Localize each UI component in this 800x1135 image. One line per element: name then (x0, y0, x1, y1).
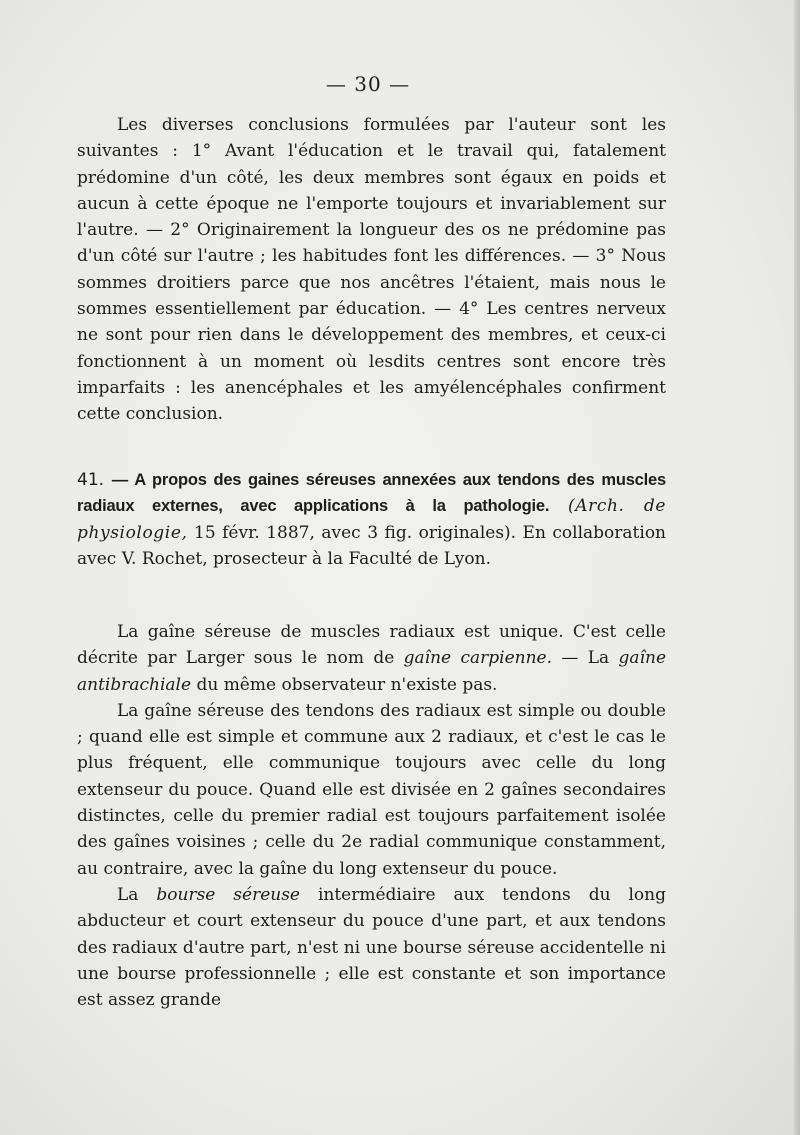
abstract-text: intermédiaire aux tendons du long abducteur et court extenseur du pouce d'une part, et aux tendons des radiaux d'autre part, n'est ni une bourse séreuse accidentelle ni une bourse professionnelle ; elle est constante et son importance est assez grande (77, 884, 666, 1011)
conclusions-paragraph: Les diverses conclusions formulées par l'auteur sont les suivantes : 1° Avant l'éducation et le travail qui, fatalement prédomine d'un côté, les deux membres sont égaux en poids et aucun à cette époque ne l'emporte toujours et invariablement sur l'autre. — 2° Originairement la longueur des os ne prédomine pas d'un côté sur l'autre ; les habitudes font les différences. — 3° Nous sommes droitiers parce que nos ancêtres l'étaient, mais nous le sommes essentiellement par éducation. — 4° Les centres nerveux ne sont pour rien dans le développement des membres, et ceux-ci fonctionnent à un moment où lesdits centres sont encore très imparfaits : les anencéphales et les amyélencéphales confirment cette conclusion. (77, 115, 666, 425)
conclusions-section (77, 112, 666, 428)
abstract-text: La (117, 884, 139, 905)
reference-entry (77, 467, 666, 572)
reference-details: 15 févr. 1887, avec 3 fig. originales). En collaboration avec V. Rochet, prosecteur à la Faculté de Lyon. (77, 522, 667, 569)
abstract-section (77, 619, 666, 1013)
reference-title: — A propos des gaines séreuses annexées aux tendons des muscles radiaux externes, avec applications à la pathologie. (77, 471, 666, 516)
reference-citation (77, 467, 666, 572)
abstract-text: du même observateur n'existe pas. (196, 674, 498, 695)
abstract-term: bourse séreuse (156, 884, 300, 905)
abstract-text: La gaîne séreuse de muscles radiaux est unique. C'est celle décrite par Larger sous le nom de (77, 622, 666, 669)
abstract-paragraph-1 (77, 619, 666, 698)
abstract-text: — La (561, 648, 610, 669)
abstract-paragraph-2: La gaîne séreuse des tendons des radiaux est simple ou double ; quand elle est simple et commune aux 2 radiaux, et c'est le cas le plus fréquent, elle communique toujours avec celle du long extenseur du pouce. Quand elle est divisée en 2 gaînes secondaires distinctes, celle du premier radial est toujours parfaitement isolée des gaînes voisines ; celle du 2e radial communique constamment, au contraire, avec la gaîne du long extenseur du pouce. (77, 700, 666, 879)
abstract-term: gaîne antibrachiale (77, 648, 667, 695)
reference-journal: (Arch. de physiologie, (77, 496, 667, 543)
abstract-term: gaîne carpienne. (403, 648, 552, 669)
page-edge (794, 0, 800, 1135)
page-number: — 30 — (325, 72, 411, 96)
reference-number: 41. (77, 470, 105, 490)
abstract-paragraph-3 (77, 882, 666, 1013)
